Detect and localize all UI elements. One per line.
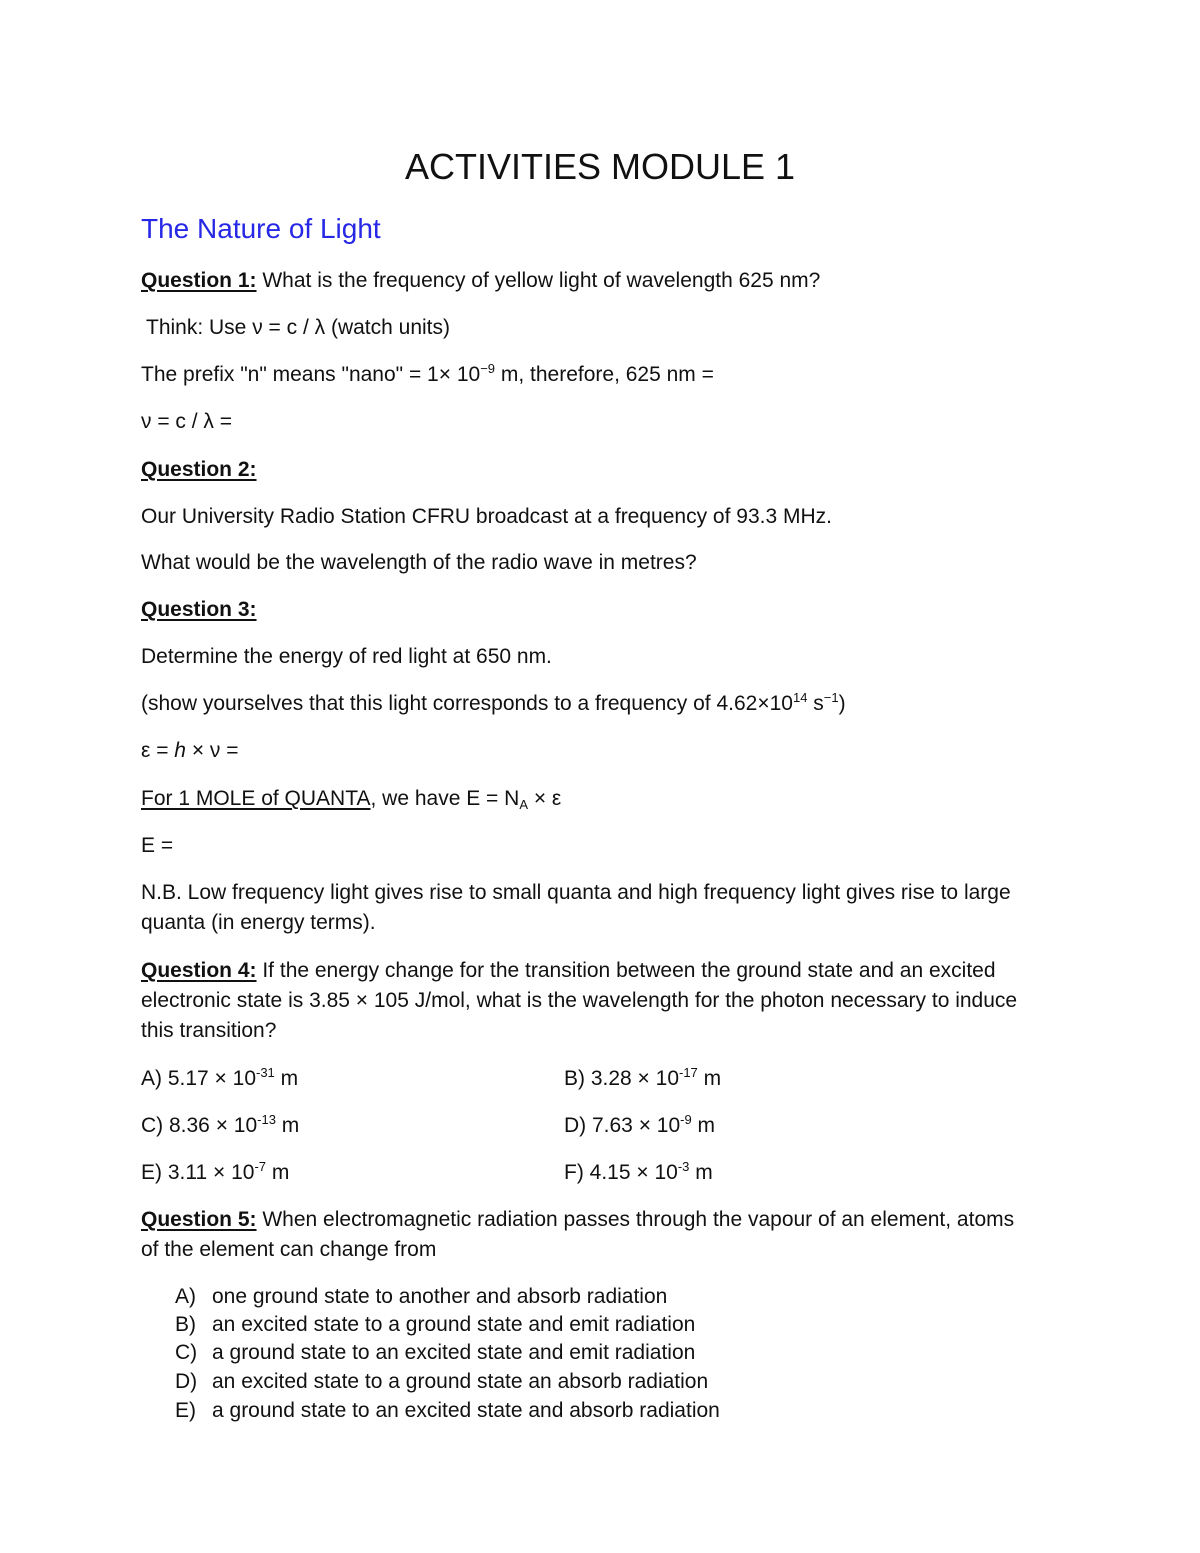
- option-e-exp: -7: [254, 1159, 267, 1174]
- mole-line: [141, 784, 561, 814]
- option-d-base: D) 7.63 × 10: [564, 1114, 681, 1137]
- question-5-line-2: of the element can change from: [141, 1238, 437, 1261]
- list-item-b[interactable]: an excited state to a ground state and emit radiation: [212, 1313, 696, 1336]
- option-a-base: A) 5.17 × 10: [141, 1067, 256, 1090]
- show-unit: s: [807, 692, 824, 715]
- list-letter-c: C): [175, 1341, 198, 1364]
- option-c-unit: m: [275, 1114, 300, 1137]
- show-close: ): [838, 692, 846, 715]
- question-4-label: Question 4:: [141, 959, 257, 982]
- option-e-base: E) 3.11 × 10: [141, 1161, 255, 1184]
- question-3-label: [141, 595, 257, 625]
- option-f-unit: m: [689, 1161, 713, 1184]
- show-text: (show yourselves that this light corresponds to a frequency of 4.62×10: [141, 692, 793, 715]
- energy-formula: [141, 736, 239, 766]
- mole-label: For 1 MOLE of QUANTA: [141, 787, 371, 810]
- option-e[interactable]: [141, 1158, 289, 1188]
- prefix-exponent: −9: [480, 361, 496, 376]
- option-f-exp: -3: [677, 1159, 690, 1174]
- option-f-base: F) 4.15 × 10: [564, 1161, 678, 1184]
- list-letter-a: A): [175, 1285, 196, 1308]
- question-4-line-1: [141, 956, 996, 986]
- question-4-line-2: electronic state is 3.85 × 105 J/mol, what is the wavelength for the photon necessary to induce: [141, 989, 1018, 1012]
- option-d[interactable]: [564, 1111, 715, 1141]
- question-5-line-1: [141, 1205, 1014, 1235]
- prefix-line: [141, 360, 714, 390]
- option-d-unit: m: [691, 1114, 716, 1137]
- page-title: ACTIVITIES MODULE 1: [404, 146, 796, 187]
- option-b-exp: -17: [679, 1065, 698, 1080]
- nb-line-2: quanta (in energy terms).: [141, 911, 376, 934]
- show-frequency-line: [141, 689, 846, 719]
- option-a-exp: -31: [256, 1065, 275, 1080]
- show-exponent-1: 14: [792, 690, 808, 705]
- option-c-base: C) 8.36 × 10: [141, 1114, 258, 1137]
- epsilon-text: ε =: [141, 739, 175, 762]
- frequency-formula: ν = c / λ =: [141, 410, 233, 433]
- prefix-text: The prefix "n" means "nano" = 1× 10: [141, 363, 481, 386]
- question-2-label-text: Question 2:: [141, 458, 257, 481]
- planck-symbol: h: [174, 739, 186, 762]
- think-line: Think: Use ν = c / λ (watch units): [146, 316, 451, 339]
- question-5-text: When electromagnetic radiation passes through the vapour of an element, atoms: [256, 1208, 1015, 1231]
- nb-line-1: N.B. Low frequency light gives rise to small quanta and high frequency light gives rise to large: [141, 881, 1011, 904]
- prefix-text-end: m, therefore, 625 nm =: [495, 363, 714, 386]
- option-c-exp: -13: [257, 1112, 276, 1127]
- list-item-d[interactable]: an excited state to a ground state an absorb radiation: [212, 1370, 709, 1393]
- option-c[interactable]: [141, 1111, 299, 1141]
- question-4-text: If the energy change for the transition between the ground state and an excited: [256, 959, 996, 982]
- list-letter-b: B): [175, 1313, 196, 1336]
- option-a-unit: m: [274, 1067, 299, 1090]
- mole-text-end: × ε: [528, 787, 562, 810]
- list-letter-d: D): [175, 1370, 198, 1393]
- question-3-line-1: Determine the energy of red light at 650 nm.: [141, 645, 552, 668]
- avogadro-subscript: A: [519, 797, 528, 812]
- section-heading: The Nature of Light: [141, 213, 381, 244]
- mole-text: , we have E = N: [370, 787, 520, 810]
- option-b[interactable]: [564, 1064, 721, 1094]
- question-1-label: Question 1:: [141, 269, 257, 292]
- option-d-exp: -9: [680, 1112, 692, 1127]
- question-2-line-2: What would be the wavelength of the radio wave in metres?: [141, 551, 697, 574]
- e-line: E =: [141, 834, 174, 857]
- option-b-base: B) 3.28 × 10: [564, 1067, 679, 1090]
- question-4-line-3: this transition?: [141, 1019, 277, 1042]
- option-e-unit: m: [266, 1161, 290, 1184]
- question-1: [141, 266, 820, 296]
- question-1-text: What is the frequency of yellow light of wavelength 625 nm?: [256, 269, 821, 292]
- list-item-a[interactable]: one ground state to another and absorb radiation: [212, 1285, 668, 1308]
- list-item-e[interactable]: a ground state to an excited state and absorb radiation: [212, 1399, 720, 1422]
- epsilon-rest: × ν =: [185, 739, 239, 762]
- list-item-c[interactable]: a ground state to an excited state and emit radiation: [212, 1341, 696, 1364]
- show-exponent-2: −1: [823, 690, 839, 705]
- question-2-line-1: Our University Radio Station CFRU broadcast at a frequency of 93.3 MHz.: [141, 505, 832, 528]
- question-2-label: [141, 455, 257, 485]
- option-f[interactable]: [564, 1158, 713, 1188]
- question-5-label: Question 5:: [141, 1208, 257, 1231]
- list-letter-e: E): [175, 1399, 196, 1422]
- question-3-label-text: Question 3:: [141, 598, 257, 621]
- option-a[interactable]: [141, 1064, 298, 1094]
- option-b-unit: m: [697, 1067, 722, 1090]
